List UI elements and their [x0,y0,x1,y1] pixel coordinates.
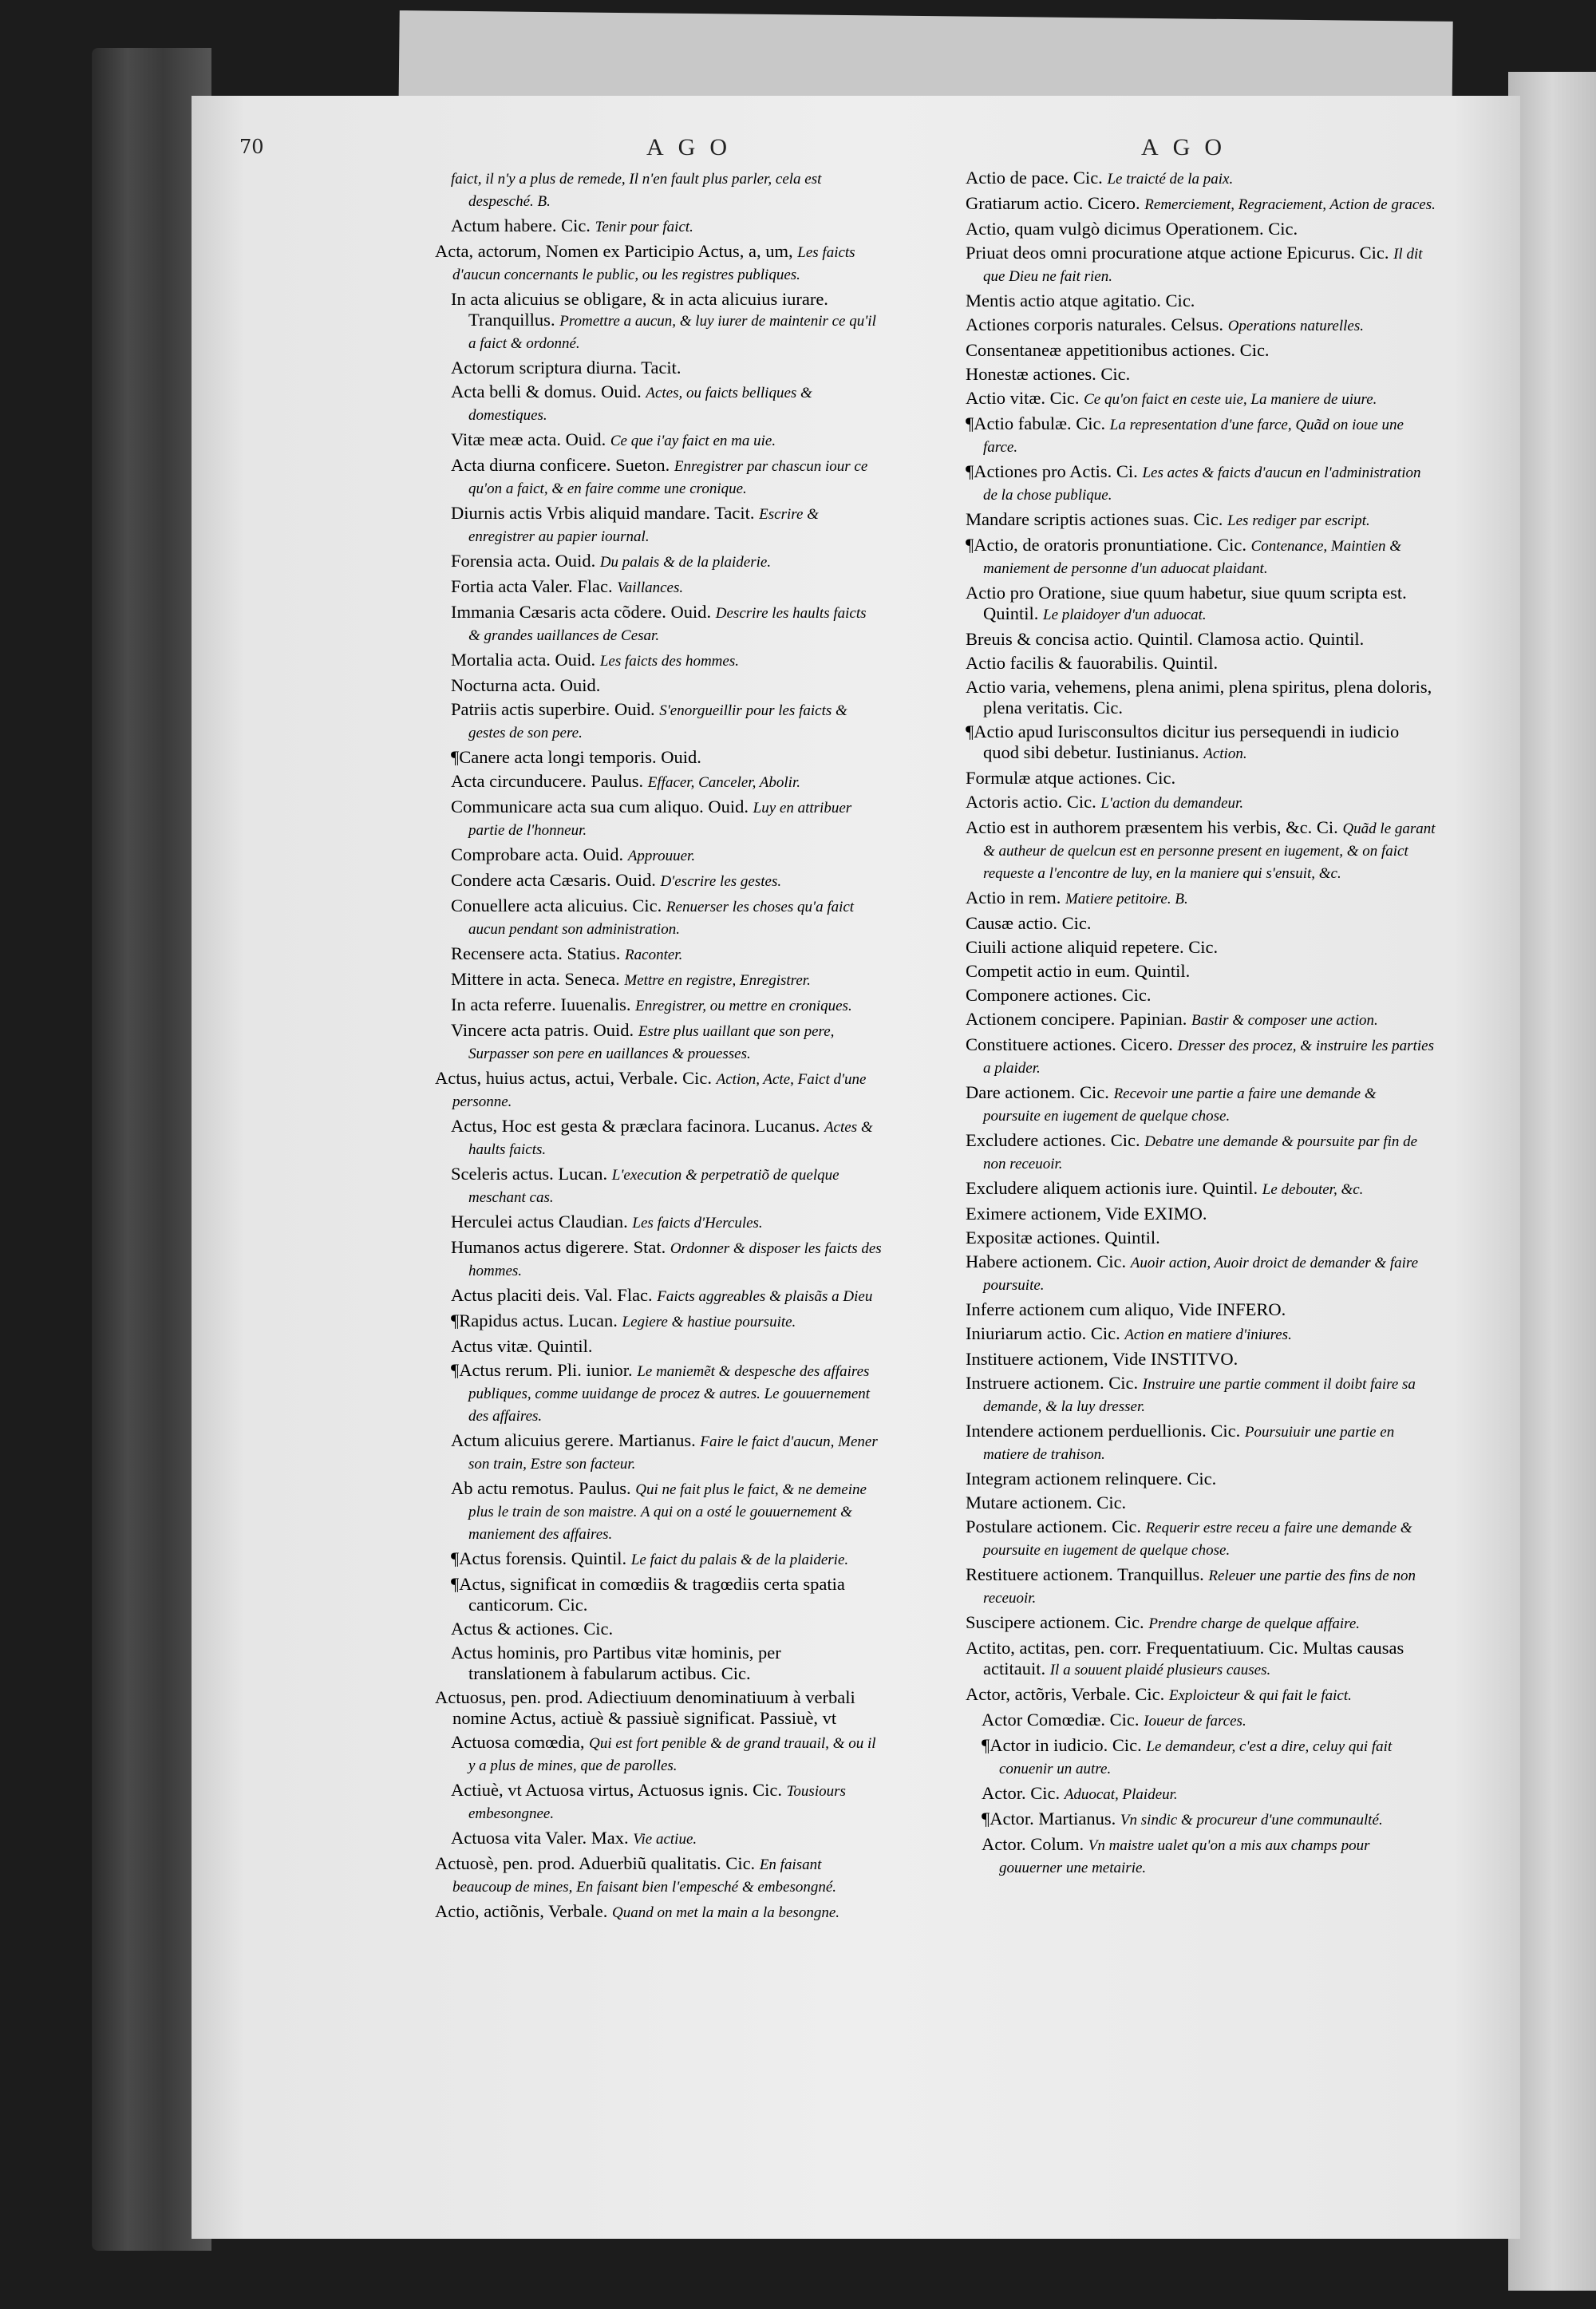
entry-latin: Ab actu remotus. Paulus. [451,1478,636,1498]
dictionary-entry [441,797,882,841]
dictionary-entry [966,535,1436,579]
dictionary-entry [966,1469,1436,1489]
dictionary-entry [966,1323,1436,1346]
entry-french: Auoir action, Auoir droict de demander & faire poursuite. [983,1255,1419,1294]
dictionary-entry [441,844,882,867]
dictionary-entry [966,1493,1436,1513]
dictionary-entry [966,388,1436,410]
entry-latin: Immania Cæsaris acta cõdere. Ouid. [451,602,716,622]
dictionary-entry [972,1809,1436,1831]
entry-latin: Communicare acta sua cum aliquo. Ouid. [451,797,753,816]
entry-latin: ¶Actus rerum. Pli. iunior. [451,1360,638,1380]
entry-latin: Iniuriarum actio. Cic. [966,1323,1125,1343]
entry-latin: Recensere acta. Statius. [451,943,626,963]
dictionary-entry [966,291,1436,311]
entry-french: Vaillances. [617,579,684,596]
entry-latin: Actus hominis, pro Partibus vitæ hominis, per translationem à fabularum actibus. Cic. [451,1643,781,1683]
entry-latin: Actus vitæ. Quintil. [451,1336,593,1356]
entry-french: Ordonner & disposer les faicts des hommes. [468,1240,882,1279]
entry-latin: Mortalia acta. Ouid. [451,650,600,670]
dictionary-entry [966,888,1436,910]
entry-french: Exploicteur & qui fait le faict. [1168,1687,1352,1704]
dictionary-entry [972,1710,1436,1732]
dictionary-entry [966,1564,1436,1609]
dictionary-entry [441,168,882,212]
dictionary-entry [441,503,882,548]
dictionary-entry [441,675,882,696]
entry-latin: Nocturna acta. Ouid. [451,675,601,695]
entry-latin: Consentaneæ appetitionibus actiones. Cic. [966,340,1270,360]
entry-french: L'execution & perpetratiõ de quelque meschant cas. [468,1167,839,1206]
entry-latin: Actio, actiõnis, Verbale. [435,1901,613,1921]
dictionary-entry [966,193,1436,215]
entry-latin: Priuat deos omni procuratione atque actione Epicurus. Cic. [966,243,1394,263]
entry-latin: Restituere actionem. Tranquillus. [966,1564,1209,1584]
dictionary-entry [966,1178,1436,1200]
entry-french: Les actes & faicts d'aucun en l'administration de la chose publique. [983,465,1421,504]
entry-latin: ¶Actio apud Iurisconsultos dicitur ius persequendi in iudicio quod sibi debetur. Iustinianus. [966,722,1400,762]
dictionary-entry [966,1204,1436,1224]
dictionary-entry [966,1349,1436,1370]
dictionary-entry [966,1421,1436,1465]
dictionary-entry [441,1548,882,1571]
entry-latin: Actiuè, vt Actuosa virtus, Actuosus ignis. Cic. [451,1780,787,1800]
entry-french: Enregistrer par chascun iour ce qu'on a faict, & en faire comme une cronique. [468,458,868,497]
dictionary-entry [966,583,1436,626]
entry-french: Quand on met la main a la besongne. [612,1904,840,1921]
dictionary-entry [966,243,1436,287]
entry-latin: Postulare actionem. Cic. [966,1516,1146,1536]
entry-french: Ce que i'ay faict en ma uie. [610,433,776,449]
page-number: 70 [239,136,264,158]
dictionary-entry [435,241,882,286]
dictionary-entry [972,1735,1436,1780]
dictionary-entry [441,215,882,238]
dictionary-entry [966,1130,1436,1175]
entry-latin: Acta, actorum, Nomen ex Participio Actus, a, um, [435,241,798,261]
entry-latin: Ciuili actione aliquid repetere. Cic. [966,937,1219,957]
dictionary-entry [441,602,882,646]
dictionary-entry [441,994,882,1017]
entry-french: Promettre a aucun, & luy iurer de maintenir ce qu'il a faict & ordonné. [468,313,876,352]
entry-latin: Actio pro Oratione, siue quum habetur, siue quum scripta est. Quintil. [966,583,1407,623]
entry-latin: Gratiarum actio. Cicero. [966,193,1145,213]
entry-french: Les faicts d'aucun concernants le public, ou les registres publiques. [452,244,855,283]
entry-latin: Causæ actio. Cic. [966,913,1092,933]
entry-latin: Actor, actõris, Verbale. Cic. [966,1684,1169,1704]
running-head-right: AGO [1141,134,1236,160]
dictionary-entry [966,461,1436,506]
entry-latin: Mandare scriptis actiones suas. Cic. [966,509,1228,529]
dictionary-entry [441,870,882,892]
dictionary-entry [441,896,882,940]
entry-french: Operations naturelles. [1227,318,1364,334]
entry-latin: Honestæ actiones. Cic. [966,364,1131,384]
entry-latin: Actus placiti deis. Val. Flac. [451,1285,658,1305]
left-column [435,168,882,1927]
entry-french: Descrire les haults faicts & grandes uaillances de Cesar. [468,605,867,644]
entry-french: Instruire une partie comment il doibt faire sa demande, & la luy dresser. [983,1376,1416,1415]
dictionary-entry [441,1336,882,1357]
entry-french: Le traicté de la paix. [1107,171,1234,188]
entry-latin: ¶Canere acta longi temporis. Ouid. [451,747,701,767]
dictionary-entry [435,1068,882,1113]
entry-latin: Actio varia, vehemens, plena animi, plena spiritus, plena doloris, plena veritatis. Cic. [966,677,1432,718]
entry-latin: Conuellere acta alicuius. Cic. [451,896,666,915]
entry-latin: ¶Actio, de oratoris pronuntiatione. Cic. [966,535,1251,555]
dictionary-entry [966,1299,1436,1320]
dictionary-entry [441,699,882,744]
entry-french: Effacer, Canceler, Abolir. [647,774,800,791]
dictionary-entry [441,429,882,452]
entry-french: Requerir estre receu a faire une demande & poursuite en iugement de quelque chose. [983,1520,1412,1559]
entry-latin: Humanos actus digerere. Stat. [451,1237,670,1257]
right-column [966,168,1436,1882]
entry-latin: Actuosa comœdia, [451,1732,590,1752]
entry-french: D'escrire les gestes. [660,873,782,890]
entry-latin: Actoris actio. Cic. [966,792,1101,812]
entry-french: Estre plus uaillant que son pere, Surpasser son pere en uaillances & prouesses. [468,1023,835,1062]
entry-latin: Instruere actionem. Cic. [966,1373,1143,1393]
entry-latin: Actum habere. Cic. [451,215,595,235]
entry-latin: Actiones corporis naturales. Celsus. [966,314,1228,334]
entry-latin: Breuis & concisa actio. Quintil. Clamosa actio. Quintil. [966,629,1365,649]
entry-french: Mettre en registre, Enregistrer. [624,972,811,989]
entry-french: Les faicts d'Hercules. [632,1215,763,1232]
entry-latin: Condere acta Cæsaris. Ouid. [451,870,661,890]
dictionary-entry [966,937,1436,958]
entry-latin: Competit actio in eum. Quintil. [966,961,1191,981]
entry-latin: Diurnis actis Vrbis aliquid mandare. Tacit. [451,503,760,523]
entry-latin: Actio vitæ. Cic. [966,388,1084,408]
entry-french: Il a souuent plaidé plusieurs causes. [1049,1662,1271,1678]
dictionary-entry [441,382,882,426]
entry-french: Le debouter, &c. [1262,1181,1364,1198]
entry-french: Matiere petitoire. B. [1065,891,1188,907]
entry-latin: ¶Actus forensis. Quintil. [451,1548,631,1568]
entry-french: Vn sindic & procureur d'une communaulté. [1120,1812,1383,1829]
entry-latin: Integram actionem relinquere. Cic. [966,1469,1217,1489]
dictionary-entry [441,1237,882,1282]
entry-latin: Actuosa vita Valer. Max. [451,1828,634,1848]
entry-latin: Comprobare acta. Ouid. [451,844,628,864]
entry-french: Releuer une partie des fins de non receuoir. [983,1568,1416,1607]
entry-latin: Actio, quam vulgò dicimus Operationem. Cic. [966,219,1298,239]
entry-french: Action, Acte, Faict d'une personne. [452,1071,867,1110]
entry-latin: Actus & actiones. Cic. [451,1619,614,1639]
entry-latin: Actio facilis & fauorabilis. Quintil. [966,653,1219,673]
dictionary-entry [441,969,882,991]
dictionary-entry [441,455,882,500]
dictionary-entry [435,1687,882,1729]
entry-latin: Actito, actitas, pen. corr. Frequentatiuum. Cic. Multas causas actitauit. [966,1638,1404,1678]
entry-french: Contenance, Maintien & maniement de personne d'un aduocat plaidant. [983,538,1402,577]
entry-french: En faisant beaucoup de mines, En faisant bien l'empesché & embesongné. [452,1856,837,1896]
entry-french: Faire le faict d'aucun, Mener son train, Estre son facteur. [468,1433,878,1473]
dictionary-entry [966,1251,1436,1296]
dictionary-entry [966,340,1436,361]
entry-french: S'enorgueillir pour les faicts & gestes de son pere. [468,702,847,741]
entry-french: Prendre charge de quelque affaire. [1148,1615,1361,1632]
entry-french: Qui est fort penible & de grand trauail, & ou il y a plus de mines, que de parolles. [468,1735,876,1774]
entry-latin: ¶Rapidus actus. Lucan. [451,1311,622,1330]
dictionary-entry [966,1082,1436,1127]
dictionary-entry [966,219,1436,239]
dictionary-entry [441,1478,882,1545]
dictionary-entry [441,1780,882,1825]
entry-french: Qui ne fait plus le faict, & ne demeine plus le train de son maistre. A qui on a osté le gouuernement & maniement des affaires. [468,1481,867,1543]
entry-latin: Actor Comœdiæ. Cic. [982,1710,1144,1730]
entry-latin: ¶Actiones pro Actis. Ci. [966,461,1143,481]
entry-latin: Instituere actionem, Vide INSTITVO. [966,1349,1238,1369]
entry-latin: In acta alicuius se obligare, & in acta alicuius iurare. Tranquillus. [451,289,828,330]
entry-french: Raconter. [625,947,683,963]
entry-french: Tousiours embesongnee. [468,1783,846,1822]
entry-latin: Vincere acta patris. Ouid. [451,1020,638,1040]
dictionary-entry [966,1228,1436,1248]
facing-page-edge [1508,72,1596,2291]
dictionary-entry [441,1285,882,1307]
entry-latin: Actio in rem. [966,888,1065,907]
entry-french: Action en matiere d'iniures. [1124,1326,1292,1343]
dictionary-entry [966,1516,1436,1561]
entry-french: La representation d'une farce, Quãd on ioue une farce. [983,417,1404,456]
dictionary-entry [966,817,1436,884]
entry-french: Tenir pour faict. [595,219,693,235]
entry-latin: Actorum scriptura diurna. Tacit. [451,358,681,378]
entry-latin: ¶Actor. Martianus. [982,1809,1120,1829]
entry-french: Remerciement, Regraciement, Action de graces. [1144,196,1436,213]
entry-latin: Dare actionem. Cic. [966,1082,1114,1102]
entry-french: Du palais & de la plaiderie. [599,554,772,571]
entry-french: Vie actiue. [633,1831,697,1848]
entry-french: Enregistrer, ou mettre en croniques. [635,998,852,1014]
dictionary-entry [441,1574,882,1615]
entry-latin: Forensia acta. Ouid. [451,551,600,571]
dictionary-entry [441,289,882,354]
entry-latin: In acta referre. Iuuenalis. [451,994,636,1014]
entry-latin: Acta circunducere. Paulus. [451,771,648,791]
entry-french: Dresser des procez, & instruire les parties a plaider. [983,1038,1434,1077]
dictionary-entry [966,1373,1436,1417]
dictionary-entry [966,413,1436,458]
dictionary-entry [966,677,1436,718]
entry-latin: Actor. Colum. [982,1834,1088,1854]
entry-french: Il dit que Dieu ne fait rien. [983,246,1423,285]
entry-latin: Actus, Hoc est gesta & præclara facinora. Lucanus. [451,1116,824,1136]
entry-latin: Acta diurna conficere. Sueton. [451,455,674,475]
dictionary-entry [966,792,1436,814]
entry-french: Ioueur de farces. [1144,1713,1246,1730]
dictionary-entry [441,1164,882,1208]
entry-latin: Actum alicuius gerere. Martianus. [451,1430,701,1450]
dictionary-entry [441,771,882,793]
entry-french: Le faict du palais & de la plaiderie. [630,1552,849,1568]
dictionary-entry [441,1020,882,1065]
entry-latin: Eximere actionem, Vide EXIMO. [966,1204,1207,1224]
entry-french: Recevoir une partie a faire une demande & poursuite en iugement de quelque chose. [983,1085,1377,1125]
entry-latin: Intendere actionem perduellionis. Cic. [966,1421,1245,1441]
entry-latin: Fortia acta Valer. Flac. [451,576,618,596]
dictionary-entry [966,629,1436,650]
entry-latin: Actus, huius actus, actui, Verbale. Cic. [435,1068,717,1088]
dictionary-entry [441,650,882,672]
dictionary-entry [441,1360,882,1427]
entry-latin: Formulæ atque actiones. Cic. [966,768,1176,788]
dictionary-entry [441,358,882,378]
entry-french: Quãd le garant & autheur de quelcun est en personne present en iugement, & on faict requeste a l'encontre de luy, en la maniere qui s'ensuit, &c. [983,820,1436,882]
entry-latin: ¶Actio fabulæ. Cic. [966,413,1110,433]
entry-french: Renuerser les choses qu'a faict aucun pendant son administration. [468,899,855,938]
dictionary-entry [966,1009,1436,1031]
entry-french: Le demandeur, c'est a dire, celuy qui fait conuenir un autre. [999,1738,1393,1777]
entry-latin: Inferre actionem cum aliquo, Vide INFERO. [966,1299,1286,1319]
entry-french: Legiere & hastiue poursuite. [622,1314,796,1330]
dictionary-entry [966,1034,1436,1079]
entry-latin: Herculei actus Claudian. [451,1212,633,1232]
dictionary-entry [441,1643,882,1684]
dictionary-entry [966,1612,1436,1635]
entry-french: Les faicts des hommes. [599,653,739,670]
entry-latin: Mittere in acta. Seneca. [451,969,625,989]
dictionary-entry [972,1834,1436,1879]
dictionary-entry [966,509,1436,532]
entry-latin: Actio de pace. Cic. [966,168,1108,188]
dictionary-entry [441,576,882,599]
entry-latin: Vitæ meæ acta. Ouid. [451,429,610,449]
entry-french: Actes & haults faicts. [468,1119,873,1158]
entry-french: faict, il n'y a plus de remede, Il n'en fault plus parler, cela est despesché. B. [451,171,822,210]
entry-french: Vn maistre ualet qu'on a mis aux champs pour gouuerner une metairie. [999,1837,1370,1876]
entry-latin: Excludere aliquem actionis iure. Quintil. [966,1178,1262,1198]
entry-french: Poursuiuir une partie en matiere de trahison. [983,1424,1395,1463]
entry-latin: Expositæ actiones. Quintil. [966,1228,1160,1247]
entry-latin: Actuosus, pen. prod. Adiectiuum denominatiuum à verbali nomine Actus, actiuè & passiuè significat. Passiuè, vt [435,1687,855,1728]
entry-french: Action. [1203,745,1247,762]
dictionary-entry [966,913,1436,934]
dictionary-entry [435,1901,882,1924]
entry-latin: Componere actiones. Cic. [966,985,1152,1005]
entry-french: Escrire & enregistrer au papier iournal. [468,506,819,545]
dictionary-entry [441,1430,882,1475]
dictionary-entry [435,1853,882,1898]
dictionary-entry [441,1828,882,1850]
entry-french: Les rediger par escript. [1227,512,1370,529]
dictionary-entry [441,1212,882,1234]
dictionary-entry [441,747,882,768]
dictionary-entry [966,985,1436,1006]
entry-french: Actes, ou faicts belliques & domestiques. [468,385,812,424]
dictionary-entry [441,1116,882,1160]
dictionary-entry [966,364,1436,385]
entry-latin: Constituere actiones. Cicero. [966,1034,1178,1054]
dictionary-entry [441,1311,882,1333]
entry-latin: Actor. Cic. [982,1783,1065,1803]
entry-french: Debatre une demande & poursuite par fin de non receuoir. [983,1133,1418,1172]
entry-latin: Actionem concipere. Papinian. [966,1009,1192,1029]
entry-french: Faicts aggreables & plaisãs a Dieu [657,1288,873,1305]
entry-latin: Acta belli & domus. Ouid. [451,382,646,401]
entry-french: L'action du demandeur. [1100,795,1244,812]
entry-french: Le plaidoyer d'un aduocat. [1043,607,1207,623]
dictionary-entry [966,1684,1436,1706]
entry-french: Bastir & composer une action. [1191,1012,1378,1029]
dictionary-entry [441,1732,882,1777]
entry-french: Luy en attribuer partie de l'honneur. [468,800,852,839]
entry-latin: Mutare actionem. Cic. [966,1493,1127,1512]
running-head-left: AGO [646,134,741,160]
entry-latin: Sceleris actus. Lucan. [451,1164,612,1184]
entry-latin: Suscipere actionem. Cic. [966,1612,1149,1632]
dictionary-entry [966,1638,1436,1681]
entry-latin: Mentis actio atque agitatio. Cic. [966,291,1195,310]
entry-latin: Actio est in authorem præsentem his verbis, &c. Ci. [966,817,1343,837]
dictionary-entry [441,1619,882,1639]
dictionary-entry [966,722,1436,765]
entry-latin: Excludere actiones. Cic. [966,1130,1145,1150]
dictionary-entry [966,314,1436,337]
dictionary-entry [966,961,1436,982]
entry-latin: Actuosè, pen. prod. Aduerbiũ qualitatis. Cic. [435,1853,760,1873]
dictionary-entry [966,168,1436,190]
entry-latin: ¶Actus, significat in comœdiis & tragœdiis certa spatia canticorum. Cic. [451,1574,845,1615]
entry-latin: Patriis actis superbire. Ouid. [451,699,660,719]
entry-french: Approuuer. [627,848,696,864]
dictionary-entry [966,653,1436,674]
entry-french: Le maniemẽt & despesche des affaires publiques, comme uuidange de procez & autres. Le gouuernement des affaires. [468,1363,871,1425]
entry-latin: ¶Actor in iudicio. Cic. [982,1735,1147,1755]
dictionary-entry [966,768,1436,789]
entry-french: Ce qu'on faict en ceste uie, La maniere de uiure. [1084,391,1377,408]
entry-latin: Habere actionem. Cic. [966,1251,1131,1271]
dictionary-entry [441,551,882,573]
dictionary-entry [972,1783,1436,1805]
dictionary-entry [441,943,882,966]
entry-french: Aduocat, Plaideur. [1064,1786,1178,1803]
